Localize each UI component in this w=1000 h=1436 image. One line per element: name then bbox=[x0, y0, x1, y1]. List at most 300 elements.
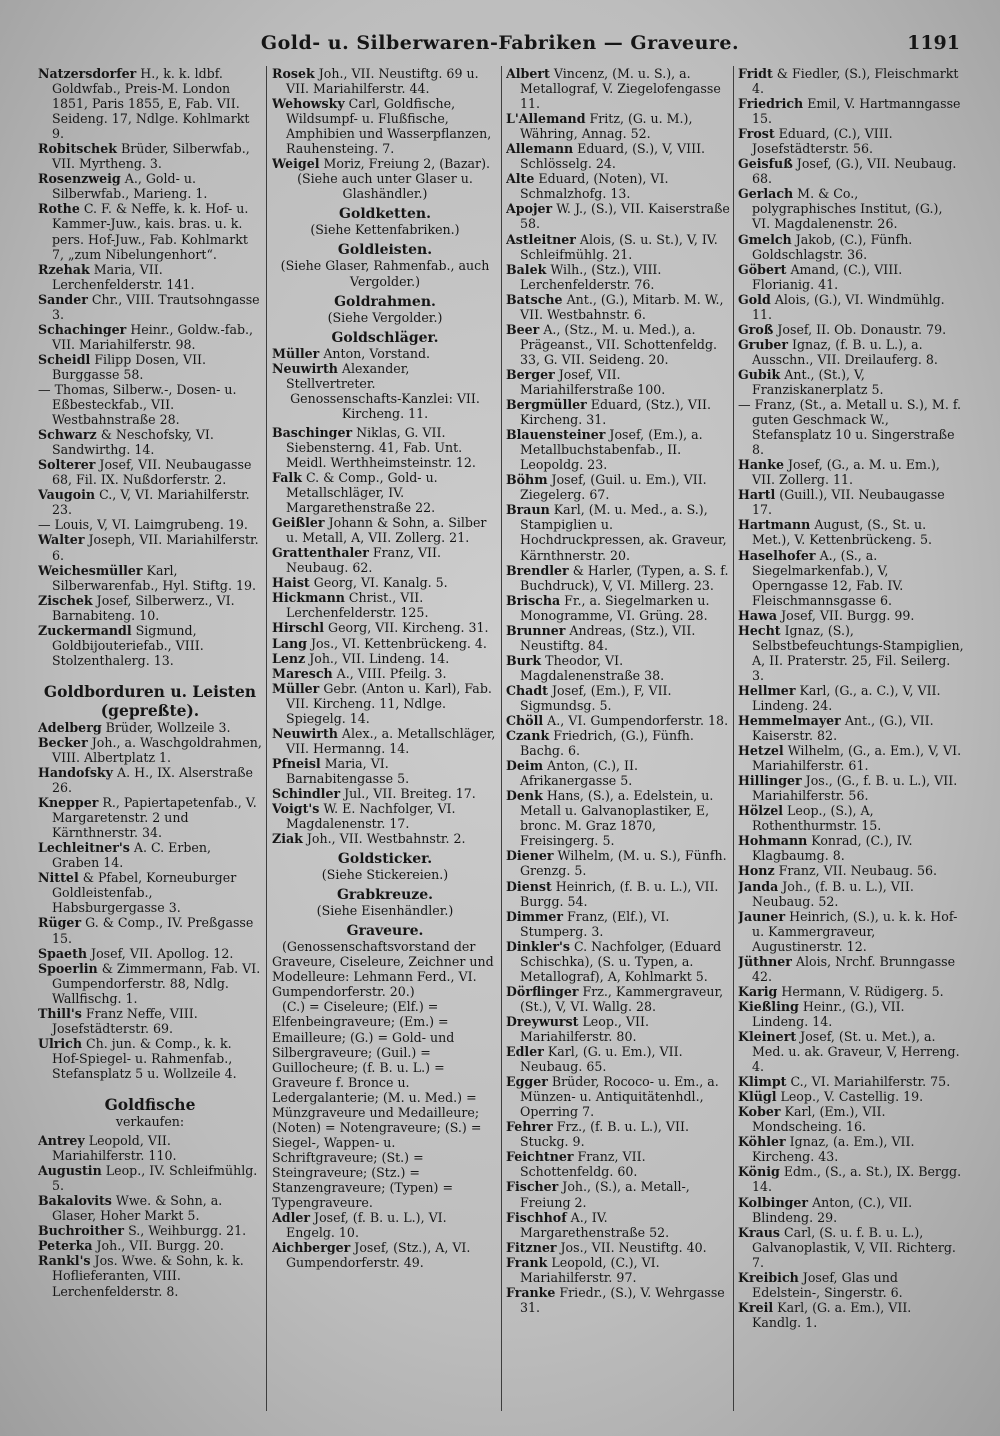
entry-name: Astleitner bbox=[506, 231, 576, 247]
directory-entry bbox=[506, 909, 730, 939]
entry-name: Hickmann bbox=[272, 590, 345, 606]
entry-details: Chr., VIII. Trautsohngasse 3. bbox=[52, 291, 260, 322]
directory-entry bbox=[738, 743, 964, 773]
directory-entry bbox=[38, 1253, 262, 1298]
entry-name: Walter bbox=[38, 532, 85, 548]
directory-entry bbox=[38, 1223, 262, 1238]
entry-name: Brendler bbox=[506, 562, 569, 578]
entry-name: Dörflinger bbox=[506, 983, 579, 999]
entry-name: Bergmüller bbox=[506, 397, 587, 413]
entry-details: W. E. Nachfolger, VI. Magdalenenstr. 17. bbox=[286, 801, 456, 832]
entry-name: Solterer bbox=[38, 457, 96, 473]
directory-entry bbox=[272, 361, 498, 391]
entry-name: Kreil bbox=[738, 1299, 774, 1315]
entry-name: Robitschek bbox=[38, 141, 117, 157]
entry-details: Moriz, Freiung 2, (Bazar). bbox=[319, 156, 490, 172]
directory-entry bbox=[506, 683, 730, 713]
entry-details: A., VIII. Pfeilg. 3. bbox=[332, 665, 447, 681]
entry-details: Karl, (G., a. C.), V, VII. Lindeng. 24. bbox=[752, 682, 941, 713]
entry-details: Josef, Glas und Edelstein-, Singerstr. 6. bbox=[752, 1269, 903, 1300]
entry-details: Jos., VI. Kettenbrückeng. 4. bbox=[306, 635, 487, 651]
directory-entry bbox=[506, 563, 730, 593]
entry-name: Albert bbox=[506, 66, 550, 81]
section-note: (Siehe Vergolder.) bbox=[327, 309, 443, 325]
directory-entry bbox=[738, 337, 964, 367]
entry-details: Heinr., Goldw.-fab., VII. Mariahilferstr. 98. bbox=[52, 321, 254, 352]
directory-entry bbox=[272, 681, 498, 726]
entry-details: Friedrich, (G.), Fünfh. Bachg. 6. bbox=[520, 728, 694, 759]
entry-name: Hellmer bbox=[738, 682, 796, 698]
entry-name: Chöll bbox=[506, 713, 544, 729]
entry-name: Böhm bbox=[506, 472, 548, 488]
entry-name: Grattenthaler bbox=[272, 545, 369, 561]
entry-details: Theodor, VI. Magdalenenstraße 38. bbox=[520, 652, 665, 683]
entry-name: Adler bbox=[272, 1210, 311, 1226]
entry-name: Becker bbox=[38, 734, 88, 750]
directory-entry bbox=[506, 427, 730, 472]
entry-details: Leop., (S.), A, Rothenthurmstr. 15. bbox=[752, 803, 882, 834]
entry-details: & Zimmermann, Fab. VI. Gumpendorferstr. 88, Ndlg. Wallfischg. 1. bbox=[52, 960, 261, 1006]
entry-details: Ignaz, (f. B. u. L.), a. Ausschn., VII. Dreilauferg. 8. bbox=[752, 336, 938, 367]
directory-entry bbox=[738, 833, 964, 863]
entry-details: Karl, (G. a. Em.), VII. Kandlg. 1. bbox=[752, 1299, 912, 1330]
entry-details: Ch. jun. & Comp., k. k. Hof-Spiegel- u. Rahmenfab., Stefansplatz 5 u. Wollzeile 4. bbox=[52, 1035, 237, 1081]
directory-entry bbox=[506, 848, 730, 878]
entry-details: Josef, (Stz.), A, VI. Gumpendorferstr. 49. bbox=[286, 1240, 471, 1271]
entry-name: Fitzner bbox=[506, 1239, 557, 1255]
entry-name: Rüger bbox=[38, 915, 82, 931]
entry-name: Feichtner bbox=[506, 1149, 574, 1165]
directory-entry bbox=[738, 322, 964, 337]
entry-name: Hohmann bbox=[738, 833, 808, 849]
directory-entry bbox=[506, 1255, 730, 1285]
entry-details: A., IV. Margarethenstraße 52. bbox=[520, 1209, 670, 1240]
column-4 bbox=[738, 66, 964, 1411]
entry-name: Lang bbox=[272, 635, 307, 651]
entry-details: Maria, VI. Barnabitengasse 5. bbox=[286, 755, 410, 786]
directory-entry bbox=[506, 713, 730, 728]
directory-entry bbox=[506, 1074, 730, 1119]
entry-details: Anton, Vorstand. bbox=[319, 345, 431, 361]
entry-name: Jauner bbox=[738, 908, 786, 924]
entry-name: Ulrich bbox=[38, 1035, 83, 1051]
directory-entry bbox=[38, 1006, 262, 1036]
entry-name: Hartmann bbox=[738, 517, 811, 533]
entry-details: Johann & Sohn, a. Silber u. Metall, A, VII. Zollerg. 21. bbox=[286, 515, 487, 546]
entry-name: Pfneisl bbox=[272, 755, 321, 771]
entry-details: Josef, (G., a. M. u. Em.), VII. Zollerg. 11. bbox=[752, 457, 940, 488]
entry-details: Joh., VII. Westbahnstr. 2. bbox=[302, 831, 466, 847]
section-heading: Grabkreuze. bbox=[336, 887, 434, 904]
entry-details: Anton, (C.), II. Afrikanergasse 5. bbox=[520, 758, 638, 789]
directory-entry bbox=[38, 1193, 262, 1223]
directory-entry bbox=[738, 367, 964, 397]
column-1 bbox=[38, 66, 262, 1411]
entry-details: Georg, VI. Kanalg. 5. bbox=[309, 575, 448, 591]
entry-details: Karl, Silberwarenfab., Hyl. Stiftg. 19. bbox=[52, 562, 256, 593]
directory-entry bbox=[272, 545, 498, 575]
directory-entry bbox=[38, 840, 262, 870]
directory-entry bbox=[272, 96, 498, 156]
entry-name: Czank bbox=[506, 728, 550, 744]
column-divider bbox=[501, 66, 502, 1411]
entry-details: Wilhelm, (G., a. Em.), V, VI. Mariahilferstr. 61. bbox=[752, 743, 962, 774]
directory-entry bbox=[506, 1285, 730, 1315]
entry-name: Geisfuß bbox=[738, 156, 793, 172]
directory-entry bbox=[738, 126, 964, 156]
column-2 bbox=[272, 66, 498, 1411]
entry-details: Franz, VII. Neubaug. 56. bbox=[774, 863, 938, 879]
directory-entry bbox=[38, 1133, 262, 1163]
entry-details: & Pfabel, Korneuburger Goldleistenfab., Habsburgergasse 3. bbox=[52, 870, 237, 916]
section-heading: Goldborduren u. Leisten (gepreßte). bbox=[43, 681, 257, 720]
entry-details: Franz Neffe, VIII. Josefstädterstr. 69. bbox=[52, 1005, 198, 1036]
directory-entry bbox=[38, 322, 262, 352]
entry-details: C. & Comp., Gold- u. Metallschläger, IV. Margarethenstraße 22. bbox=[286, 469, 438, 516]
directory-entry bbox=[738, 608, 964, 623]
directory-entry bbox=[506, 141, 730, 171]
entry-name: Bakalovits bbox=[38, 1193, 112, 1209]
directory-entry bbox=[738, 683, 964, 713]
entry-name: Müller bbox=[272, 345, 320, 361]
entry-name: Dienst bbox=[506, 878, 552, 894]
entry-name: Dimmer bbox=[506, 908, 564, 924]
entry-name: Thill's bbox=[38, 1005, 82, 1021]
entry-details: Josef, (St. u. Met.), a. Med. u. ak. Graveur, V, Herreng. 4. bbox=[752, 1029, 960, 1075]
entry-name: Blauensteiner bbox=[506, 427, 606, 443]
entry-details: Brüder, Rococo- u. Em., a. Münzen- u. Antiquitätenhdl., Operring 7. bbox=[520, 1074, 719, 1120]
directory-entry bbox=[738, 96, 964, 126]
directory-entry bbox=[506, 593, 730, 623]
entry-name: Köhler bbox=[738, 1134, 786, 1150]
entry-name: Augustin bbox=[38, 1163, 102, 1179]
entry-name: Hirschl bbox=[272, 620, 325, 636]
entry-details: Josef, (Em.), F, VII. Sigmundsg. 5. bbox=[520, 682, 672, 713]
directory-entry bbox=[738, 999, 964, 1029]
directory-entry bbox=[506, 1149, 730, 1179]
entry-name: Rosek bbox=[272, 66, 315, 81]
directory-entry bbox=[272, 470, 498, 515]
entry-name: Kraus bbox=[738, 1224, 780, 1240]
entry-details: Jos., (G., f. B. u. L.), VII. Mariahilferstr. 56. bbox=[752, 773, 958, 804]
entry-name: Hemmelmayer bbox=[738, 713, 841, 729]
entry-name: Beer bbox=[506, 321, 540, 337]
directory-entry bbox=[38, 1163, 262, 1193]
directory-entry bbox=[38, 623, 262, 668]
entry-details: Alex., a. Metallschläger, VII. Hermanng. 14. bbox=[286, 725, 496, 756]
directory-entry bbox=[506, 788, 730, 848]
entry-details: Josef, II. Ob. Donaustr. 79. bbox=[773, 321, 947, 337]
directory-entry bbox=[272, 575, 498, 590]
section-heading: Graveure. bbox=[346, 923, 424, 940]
entry-name: Chadt bbox=[506, 682, 548, 698]
entry-details: Konrad, (C.), IV. Klagbaumg. 8. bbox=[752, 833, 913, 864]
section-note: (Siehe Glaser, Rahmenfab., auch Vergolder.) bbox=[280, 258, 490, 289]
entry-name: Braun bbox=[506, 502, 550, 518]
entry-name: Weichesmüller bbox=[38, 562, 143, 578]
directory-entry bbox=[272, 425, 498, 470]
entry-details: Anton, (C.), VII. Blindeng. 29. bbox=[752, 1194, 913, 1225]
directory-entry bbox=[738, 186, 964, 231]
entry-details: Sigmund, Goldbijouteriefab., VIII. Stolzenthalerg. 13. bbox=[52, 622, 204, 668]
entry-name: König bbox=[738, 1164, 780, 1180]
entry-details: Jakob, (C.), Fünfh. Goldschlagstr. 36. bbox=[752, 231, 913, 262]
directory-entry bbox=[738, 1225, 964, 1270]
directory-entry bbox=[38, 946, 262, 961]
entry-details: — Louis, V, VI. Laimgrubeng. 19. bbox=[38, 517, 248, 533]
entry-name: Franke bbox=[506, 1284, 556, 1300]
entry-details: Joh., (f. B. u. L.), VII. Neubaug. 52. bbox=[752, 878, 914, 909]
entry-name: Buchroither bbox=[38, 1223, 125, 1239]
directory-entry bbox=[738, 1089, 964, 1104]
entry-details: Leop., V. Castellig. 19. bbox=[776, 1089, 924, 1105]
entry-details: Karl, (M. u. Med., a. S.), Stampiglien u. Hochdruckpressen, ak. Graveur, Kärnthnerstr. 20. bbox=[520, 502, 727, 563]
entry-details: Eduard, (Noten), VI. Schmalzhofg. 13. bbox=[520, 171, 669, 202]
directory-entry bbox=[738, 954, 964, 984]
entry-details: Wilhelm, (M. u. S.), Fünfh. Grenzg. 5. bbox=[520, 848, 727, 879]
directory-entry bbox=[506, 322, 730, 367]
directory-entry bbox=[272, 1210, 498, 1240]
entry-name: Gmelch bbox=[738, 231, 792, 247]
entry-details: Ignaz, (a. Em.), VII. Kircheng. 43. bbox=[752, 1134, 915, 1165]
entry-details: Joseph, VII. Mariahilferstr. 6. bbox=[52, 532, 259, 563]
entry-name: Knepper bbox=[38, 795, 99, 811]
entry-name: Neuwirth bbox=[272, 725, 338, 741]
entry-details: Karl, (Em.), VII. Mondscheing. 16. bbox=[752, 1104, 886, 1135]
entry-name: Hillinger bbox=[738, 773, 802, 789]
entry-name: Falk bbox=[272, 469, 302, 485]
directory-entry bbox=[38, 382, 262, 427]
entry-details: Ant., (St.), V, Franziskanerplatz 5. bbox=[752, 366, 884, 397]
entry-name: Klügl bbox=[738, 1089, 777, 1105]
entry-details: Leopold, (C.), VI. Mariahilferstr. 97. bbox=[520, 1254, 660, 1285]
entry-details: R., Papiertapetenfab., V. Margaretenstr. 2 und Kärnthnerstr. 34. bbox=[52, 795, 257, 841]
entry-details: Franz, (Elf.), VI. Stumperg. 3. bbox=[520, 908, 670, 939]
entry-details: — Thomas, Silberw.-, Dosen- u. Eßbesteckfab., VII. Westbahnstraße 28. bbox=[38, 381, 237, 428]
entry-details: Joh., (S.), a. Metall-, Freiung 2. bbox=[520, 1179, 690, 1210]
entry-name: Denk bbox=[506, 788, 543, 804]
entry-name: Groß bbox=[738, 321, 774, 337]
entry-details: Brüder, Wollzeile 3. bbox=[101, 719, 231, 735]
entry-name: Haist bbox=[272, 575, 310, 591]
entry-details: Franz, VII. Neubaug. 62. bbox=[286, 545, 441, 576]
directory-entry bbox=[738, 984, 964, 999]
directory-entry bbox=[272, 590, 498, 620]
entry-details: Leop., VII. Mariahilferstr. 80. bbox=[520, 1013, 649, 1044]
entry-details: Christ., VII. Lerchenfelderstr. 125. bbox=[286, 590, 429, 621]
entry-details: Alois, Nrchf. Brunngasse 42. bbox=[752, 953, 956, 984]
directory-entry bbox=[738, 397, 964, 457]
entry-details: Maria, VII. Lerchenfelderstr. 141. bbox=[52, 261, 195, 292]
entry-details: Josef, VII. Apollog. 12. bbox=[87, 945, 234, 961]
entry-name: Gubik bbox=[738, 366, 781, 382]
entry-name: Berger bbox=[506, 366, 555, 382]
section-heading: Goldsticker. bbox=[337, 851, 433, 868]
directory-entry bbox=[738, 713, 964, 743]
entry-name: Kolbinger bbox=[738, 1194, 809, 1210]
entry-name: Hawa bbox=[738, 607, 778, 623]
entry-name: Allemann bbox=[506, 141, 574, 157]
entry-name: Schindler bbox=[272, 785, 341, 801]
entry-details: Joh., VII. Burgg. 20. bbox=[92, 1238, 224, 1254]
directory-entry bbox=[738, 1134, 964, 1164]
directory-entry bbox=[272, 66, 498, 96]
entry-details: August, (S., St. u. Met.), V. Kettenbrückeng. 5. bbox=[752, 517, 932, 548]
directory-entry bbox=[738, 487, 964, 517]
entry-details: Filipp Dosen, VII. Burggasse 58. bbox=[52, 351, 207, 382]
entry-name: Antrey bbox=[38, 1133, 85, 1149]
entry-name: Rzehak bbox=[38, 261, 90, 277]
entry-name: Edler bbox=[506, 1044, 544, 1060]
directory-entry bbox=[38, 765, 262, 795]
entry-name: Fischer bbox=[506, 1179, 559, 1195]
directory-entry bbox=[506, 1240, 730, 1255]
directory-entry bbox=[272, 801, 498, 831]
directory-entry bbox=[738, 1195, 964, 1225]
section-heading: Goldschläger. bbox=[331, 329, 439, 346]
directory-entry bbox=[272, 346, 498, 361]
entry-details: A. H., IX. Alserstraße 26. bbox=[52, 765, 254, 796]
entry-details: Alexander, Stellvertreter. bbox=[286, 360, 410, 391]
directory-entry bbox=[38, 427, 262, 457]
entry-details: Joh., VII. Lindeng. 14. bbox=[305, 650, 450, 666]
entry-name: Handofsky bbox=[38, 765, 113, 781]
entry-name: Fehrer bbox=[506, 1119, 553, 1135]
entry-name: Frost bbox=[738, 126, 775, 142]
directory-entry bbox=[738, 517, 964, 547]
entry-name: Burk bbox=[506, 652, 542, 668]
entry-name: Zischek bbox=[38, 592, 93, 608]
entry-details: C. Nachfolger, (Eduard Schischka), (S. u. Typen, a. Metallograf), A, Kohlmarkt 5. bbox=[520, 938, 722, 984]
entry-name: Zuckermandl bbox=[38, 622, 132, 638]
directory-entry bbox=[506, 502, 730, 562]
directory-entry bbox=[38, 720, 262, 735]
section-paragraph: (Genossenschaftsvorstand der Graveure, Ciseleure, Zeichner und Modelleure: Lehmann Ferd., VI. Gumpendorferstr. 20.) bbox=[272, 939, 494, 1000]
directory-entry bbox=[272, 515, 498, 545]
entry-details: & Neschofsky, VI. Sandwirthg. 14. bbox=[52, 427, 214, 458]
directory-entry bbox=[738, 879, 964, 909]
entry-name: Apojer bbox=[506, 201, 553, 217]
directory-entry bbox=[38, 262, 262, 292]
entry-details: Georg, VII. Kircheng. 31. bbox=[324, 620, 489, 636]
entry-details: Friedr., (S.), V. Wehrgasse 31. bbox=[520, 1284, 725, 1315]
directory-entry bbox=[506, 1044, 730, 1074]
entry-name: Batsche bbox=[506, 291, 563, 307]
directory-entry bbox=[38, 352, 262, 382]
directory-entry bbox=[738, 66, 964, 96]
directory-entry bbox=[506, 232, 730, 262]
entry-name: Nittel bbox=[38, 870, 79, 886]
directory-entry bbox=[738, 1300, 964, 1330]
entry-name: Hecht bbox=[738, 622, 781, 638]
entry-name: Hetzel bbox=[738, 743, 784, 759]
directory-entry bbox=[38, 201, 262, 261]
directory-entry bbox=[738, 863, 964, 878]
directory-entry bbox=[738, 1104, 964, 1134]
entry-details: Heinrich, (f. B. u. L.), VII. Burgg. 54. bbox=[520, 878, 719, 909]
entry-details: Fr., a. Siegelmarken u. Monogramme, VI. Grüng. 28. bbox=[520, 592, 710, 623]
directory-entry bbox=[272, 1240, 498, 1270]
directory-entry bbox=[38, 292, 262, 322]
directory-entry bbox=[506, 984, 730, 1014]
directory-entry bbox=[738, 909, 964, 954]
entry-details: Carl, Goldfische, Wildsumpf- u. Flußfische, Amphibien und Wasserpflanzen, Rauhensteing. 7. bbox=[286, 96, 492, 157]
entry-name: Kober bbox=[738, 1104, 781, 1120]
entry-details: Andreas, (Stz.), VII. Neustiftg. 84. bbox=[520, 622, 696, 653]
entry-name: Karig bbox=[738, 983, 778, 999]
entry-details: Carl, (S. u. f. B. u. L.), Galvanoplastik, V, VII. Richterg. 7. bbox=[752, 1224, 956, 1270]
section-note: Genossenschafts-Kanzlei: VII. Kircheng. 11. bbox=[290, 390, 480, 421]
entry-name: Neuwirth bbox=[272, 360, 338, 376]
entry-name: Deim bbox=[506, 758, 544, 774]
directory-entry bbox=[38, 563, 262, 593]
entry-details: Josef, (G.), VII. Neubaug. 68. bbox=[752, 156, 957, 187]
section-note: (Siehe Kettenfabriken.) bbox=[310, 222, 460, 238]
directory-entry bbox=[38, 141, 262, 171]
directory-entry bbox=[272, 726, 498, 756]
directory-entry bbox=[506, 292, 730, 322]
entry-name: Gruber bbox=[738, 336, 788, 352]
directory-entry bbox=[38, 1036, 262, 1081]
entry-details: Jos. Wwe. & Sohn, k. k. Hoflieferanten, VIII. Lerchenfelderstr. 8. bbox=[52, 1253, 244, 1299]
entry-name: Rothe bbox=[38, 201, 80, 217]
entry-details: C. F. & Neffe, k. k. Hof- u. Kammer-Juw., kais. bras. u. k. pers. Hof-Juw., Fab. Kohlmarkt 7, „zum Nibelungenhort“. bbox=[52, 201, 249, 262]
directory-entry bbox=[506, 66, 730, 111]
directory-entry bbox=[272, 636, 498, 651]
entry-details: Edm., (S., a. St.), IX. Bergg. 14. bbox=[752, 1164, 962, 1195]
entry-details: & Harler, (Typen, a. S. f. Buchdruck), V, VI. Millerg. 23. bbox=[520, 562, 729, 593]
section-heading: Goldketten. bbox=[339, 206, 431, 223]
entry-details: Vincenz, (M. u. S.), a. Metallograf, V. Ziegelofengasse 11. bbox=[520, 66, 721, 112]
directory-entry bbox=[272, 666, 498, 681]
directory-entry bbox=[506, 728, 730, 758]
directory-entry bbox=[272, 620, 498, 635]
directory-entry bbox=[38, 870, 262, 915]
directory-entry bbox=[738, 457, 964, 487]
entry-details: Amand, (C.), VIII. Florianig. 41. bbox=[752, 261, 903, 292]
section-note: verkaufen: bbox=[115, 1114, 185, 1129]
entry-name: Scheidl bbox=[38, 351, 91, 367]
entry-details: Ant., (G.), Mitarb. M. W., VII. Westbahnstr. 6. bbox=[520, 291, 724, 322]
entry-name: Janda bbox=[738, 878, 779, 894]
directory-entry bbox=[738, 1270, 964, 1300]
entry-details: H., k. k. ldbf. Goldwfab., Preis-M. London 1851, Paris 1855, E, Fab. VII. Seideng. 17, Ndlge. Kohlmarkt 9. bbox=[52, 66, 250, 142]
entry-details: Heinr., (G.), VII. Lindeng. 14. bbox=[752, 998, 905, 1029]
entry-details: Eduard, (Stz.), VII. Kircheng. 31. bbox=[520, 397, 711, 428]
entry-name: Spaeth bbox=[38, 945, 88, 961]
directory-entry bbox=[38, 735, 262, 765]
entry-details: G. & Comp., IV. Preßgasse 15. bbox=[52, 915, 254, 946]
directory-entry bbox=[506, 262, 730, 292]
directory-entry bbox=[506, 623, 730, 653]
entry-details: W. J., (S.), VII. Kaiserstraße 58. bbox=[520, 201, 730, 232]
entry-details: & Fiedler, (S.), Fleischmarkt 4. bbox=[752, 66, 959, 97]
entry-name: Klimpt bbox=[738, 1074, 787, 1090]
directory-entry bbox=[738, 156, 964, 186]
directory-entry bbox=[38, 961, 262, 1006]
directory-entry bbox=[506, 1014, 730, 1044]
entry-name: Rankl's bbox=[38, 1253, 91, 1269]
entry-details: Josef, VII. Neubaugasse 68, Fil. IX. Nußdorferstr. 2. bbox=[52, 457, 252, 488]
entry-name: Maresch bbox=[272, 665, 333, 681]
directory-entry bbox=[738, 803, 964, 833]
page-number: 1191 bbox=[907, 32, 960, 54]
entry-details: S., Weihburgg. 21. bbox=[124, 1223, 247, 1239]
entry-details: (Guill.), VII. Neubaugasse 17. bbox=[752, 487, 945, 518]
entry-name: Peterka bbox=[38, 1238, 93, 1254]
entry-details: Joh., VII. Neustiftg. 69 u. VII. Mariahilferstr. 44. bbox=[286, 66, 479, 97]
entry-name: Kreibich bbox=[738, 1269, 799, 1285]
